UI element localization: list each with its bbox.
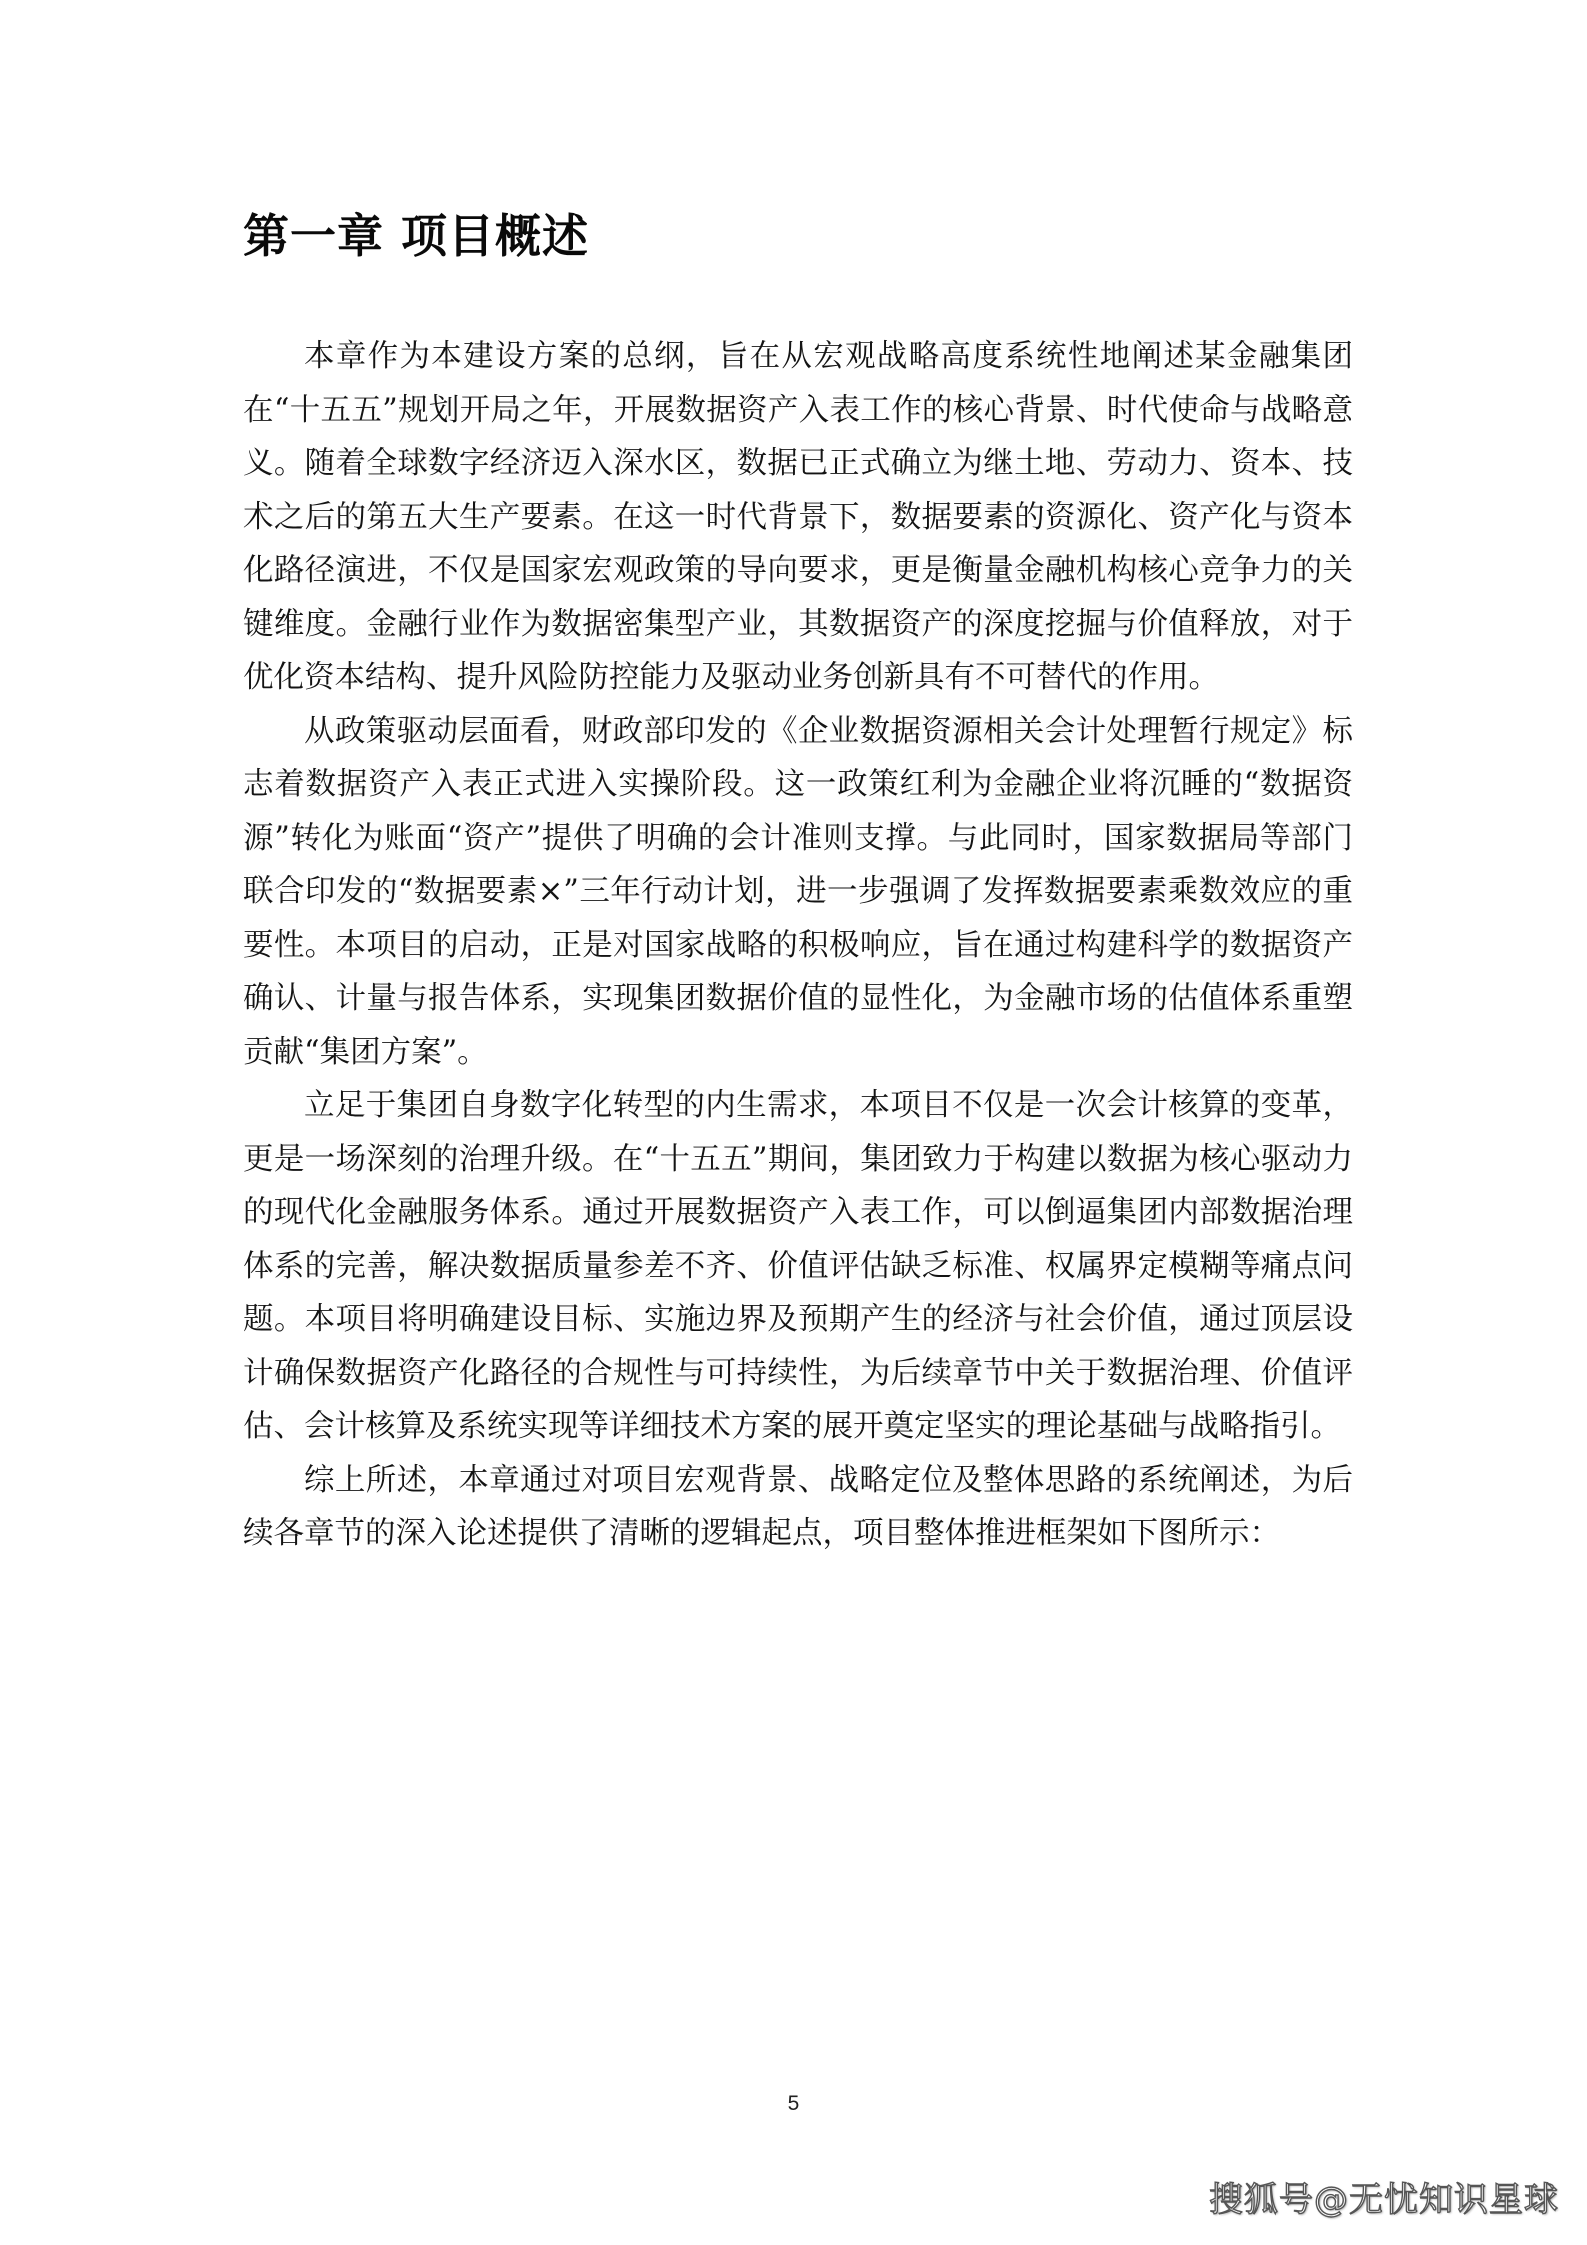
paragraph-summary: 综上所述，本章通过对项目宏观背景、战略定位及整体思路的系统阐述，为后续各章节的深入论述提供了清晰的逻辑起点，项目整体推进框架如下图所示： bbox=[243, 1462, 1353, 1551]
paragraph-policy: 从政策驱动层面看，财政部印发的《企业数据资源相关会计处理暂行规定》标志着数据资产入表正式进入实操阶段。这一政策红利为金融企业将沉睡的“数据资源”转化为账面“资产”提供了明确的会计准则支撑。与此同时，国家数据局等部门联合印发的“数据要素×”三年行动计划，进一步强调了发挥数据要素乘数效应的重要性。本项目的启动，正是对国家战略的积极响应，旨在通过构建科学的数据资产确认、计量与报告体系，实现集团数据价值的显性化，为金融市场的估值体系重塑贡献“集团方案”。 bbox=[243, 713, 1353, 1070]
watermark: 搜狐号@无忧知识星球 bbox=[1209, 2180, 1559, 2220]
page-number: 5 bbox=[787, 2092, 800, 2115]
paragraph-intro: 本章作为本建设方案的总纲，旨在从宏观战略高度系统性地阐述某金融集团在“十五五”规划开局之年，开展数据资产入表工作的核心背景、时代使命与战略意义。随着全球数字经济迈入深水区，数据已正式确立为继土地、劳动力、资本、技术之后的第五大生产要素。在这一时代背景下，数据要素的资源化、资产化与资本化路径演进，不仅是国家宏观政策的导向要求，更是衡量金融机构核心竞争力的关键维度。金融行业作为数据密集型产业，其数据资产的深度挖掘与价值释放，对于优化资本结构、提升风险防控能力及驱动业务创新具有不可替代的作用。 bbox=[243, 339, 1353, 695]
chapter-body bbox=[243, 330, 1353, 1561]
chapter-title: 第一章 项目概述 bbox=[243, 209, 590, 263]
paragraph-internal-needs: 立足于集团自身数字化转型的内生需求，本项目不仅是一次会计核算的变革，更是一场深刻的治理升级。在“十五五”期间，集团致力于构建以数据为核心驱动力的现代化金融服务体系。通过开展数据资产入表工作，可以倒逼集团内部数据治理体系的完善，解决数据质量参差不齐、价值评估缺乏标准、权属界定模糊等痛点问题。本项目将明确建设目标、实施边界及预期产生的经济与社会价值，通过顶层设计确保数据资产化路径的合规性与可持续性，为后续章节中关于数据治理、价值评估、会计核算及系统实现等详细技术方案的展开奠定坚实的理论基础与战略指引。 bbox=[243, 1088, 1353, 1444]
